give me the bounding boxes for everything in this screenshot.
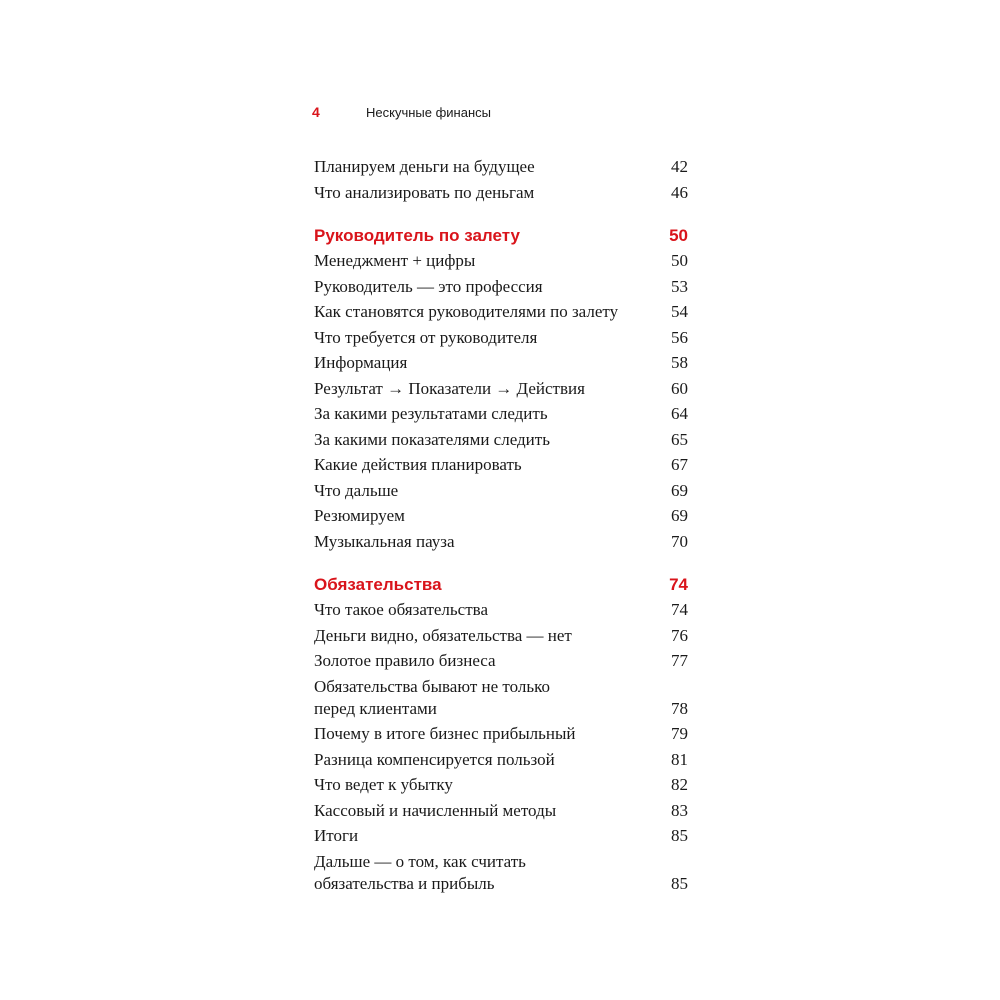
toc-entry (314, 851, 688, 895)
toc-entry (314, 352, 688, 374)
entry-title: Результат → Показатели → Действия (314, 378, 585, 398)
entry-title: Что ведет к убытку (314, 775, 453, 794)
toc-entry (314, 531, 688, 553)
entry-title: Кассовый и начисленный методы (314, 800, 557, 820)
entry-page-number: 60 (671, 378, 688, 398)
entry-page-number: 65 (671, 429, 688, 449)
entry-page-number: 81 (671, 749, 688, 769)
entry-page-number: 64 (671, 404, 688, 423)
entry-title: Как становятся руководителями по залету (314, 302, 619, 321)
entry-page-number: 85 (671, 873, 688, 893)
entry-page-number: 50 (671, 251, 688, 270)
section-title: Руководитель по залету (314, 225, 520, 245)
section-page-number: 50 (669, 225, 688, 245)
entry-page-number: 69 (671, 480, 688, 500)
entry-title: Итоги (314, 826, 359, 845)
entry-title: Музыкальная пауза (314, 531, 455, 551)
toc-entry (314, 625, 688, 647)
toc-entry (314, 650, 688, 672)
entry-page-number: 58 (671, 353, 688, 372)
toc-entry (314, 749, 688, 771)
entry-title: За какими результатами следить (314, 404, 548, 423)
entry-title: Руководитель — это профессия (314, 276, 543, 296)
toc-entry (314, 505, 688, 527)
toc-entry (314, 599, 688, 621)
toc-section-heading (314, 225, 688, 247)
entry-title: Деньги видно, обязательства — нет (314, 625, 572, 645)
toc-entry (314, 676, 688, 720)
entry-page-number: 82 (671, 775, 688, 794)
entry-page-number: 46 (671, 182, 688, 202)
entry-title: Что анализировать по деньгам (314, 182, 535, 202)
toc-entry (314, 774, 688, 796)
entry-page-number: 42 (671, 157, 688, 176)
section-page-number: 74 (669, 574, 688, 594)
entry-page-number: 54 (671, 302, 688, 321)
toc-entry (314, 378, 688, 400)
toc-entry (314, 429, 688, 451)
entry-title: Золотое правило бизнеса (314, 651, 496, 670)
entry-page-number: 69 (671, 506, 688, 525)
entry-page-number: 67 (671, 455, 688, 474)
entry-page-number: 53 (671, 276, 688, 296)
entry-page-number: 70 (671, 531, 688, 551)
entry-page-number: 83 (671, 800, 688, 820)
entry-title: Обязательства бывают не только перед клиентами (314, 676, 551, 718)
entry-title: Что требуется от руководителя (314, 327, 538, 347)
entry-title: Разница компенсируется пользой (314, 749, 555, 769)
toc-entry (314, 480, 688, 502)
toc-entry (314, 156, 688, 178)
toc-entry (314, 182, 688, 204)
toc-entry (314, 825, 688, 847)
toc-entry (314, 454, 688, 476)
entry-title: Дальше — о том, как считать обязательства и прибыль (314, 851, 526, 893)
toc-entry (314, 250, 688, 272)
toc-entry (314, 301, 688, 323)
running-title: Нескучные финансы (366, 104, 491, 120)
toc-entry (314, 800, 688, 822)
entry-title: Что дальше (314, 480, 399, 500)
toc-entry (314, 327, 688, 349)
entry-page-number: 74 (671, 600, 688, 619)
entry-page-number: 76 (671, 625, 688, 645)
entry-title: Что такое обязательства (314, 600, 488, 619)
entry-title: Почему в итоге бизнес прибыльный (314, 724, 576, 743)
entry-page-number: 79 (671, 724, 688, 743)
entry-title: Какие действия планировать (314, 455, 522, 474)
entry-page-number: 78 (671, 698, 688, 718)
entry-page-number: 85 (671, 826, 688, 845)
page-header (312, 102, 491, 122)
toc-entry (314, 276, 688, 298)
toc-section-heading (314, 574, 688, 596)
entry-title: Информация (314, 353, 408, 372)
table-of-contents (314, 156, 688, 898)
entry-title: За какими показателями следить (314, 429, 550, 449)
entry-page-number: 56 (671, 327, 688, 347)
toc-entry (314, 403, 688, 425)
entry-page-number: 77 (671, 651, 688, 670)
entry-title: Резюмируем (314, 506, 405, 525)
page-number: 4 (312, 104, 320, 120)
toc-entry (314, 723, 688, 745)
entry-title: Менеджмент + цифры (314, 251, 476, 270)
section-title: Обязательства (314, 574, 442, 594)
entry-title: Планируем деньги на будущее (314, 157, 535, 176)
